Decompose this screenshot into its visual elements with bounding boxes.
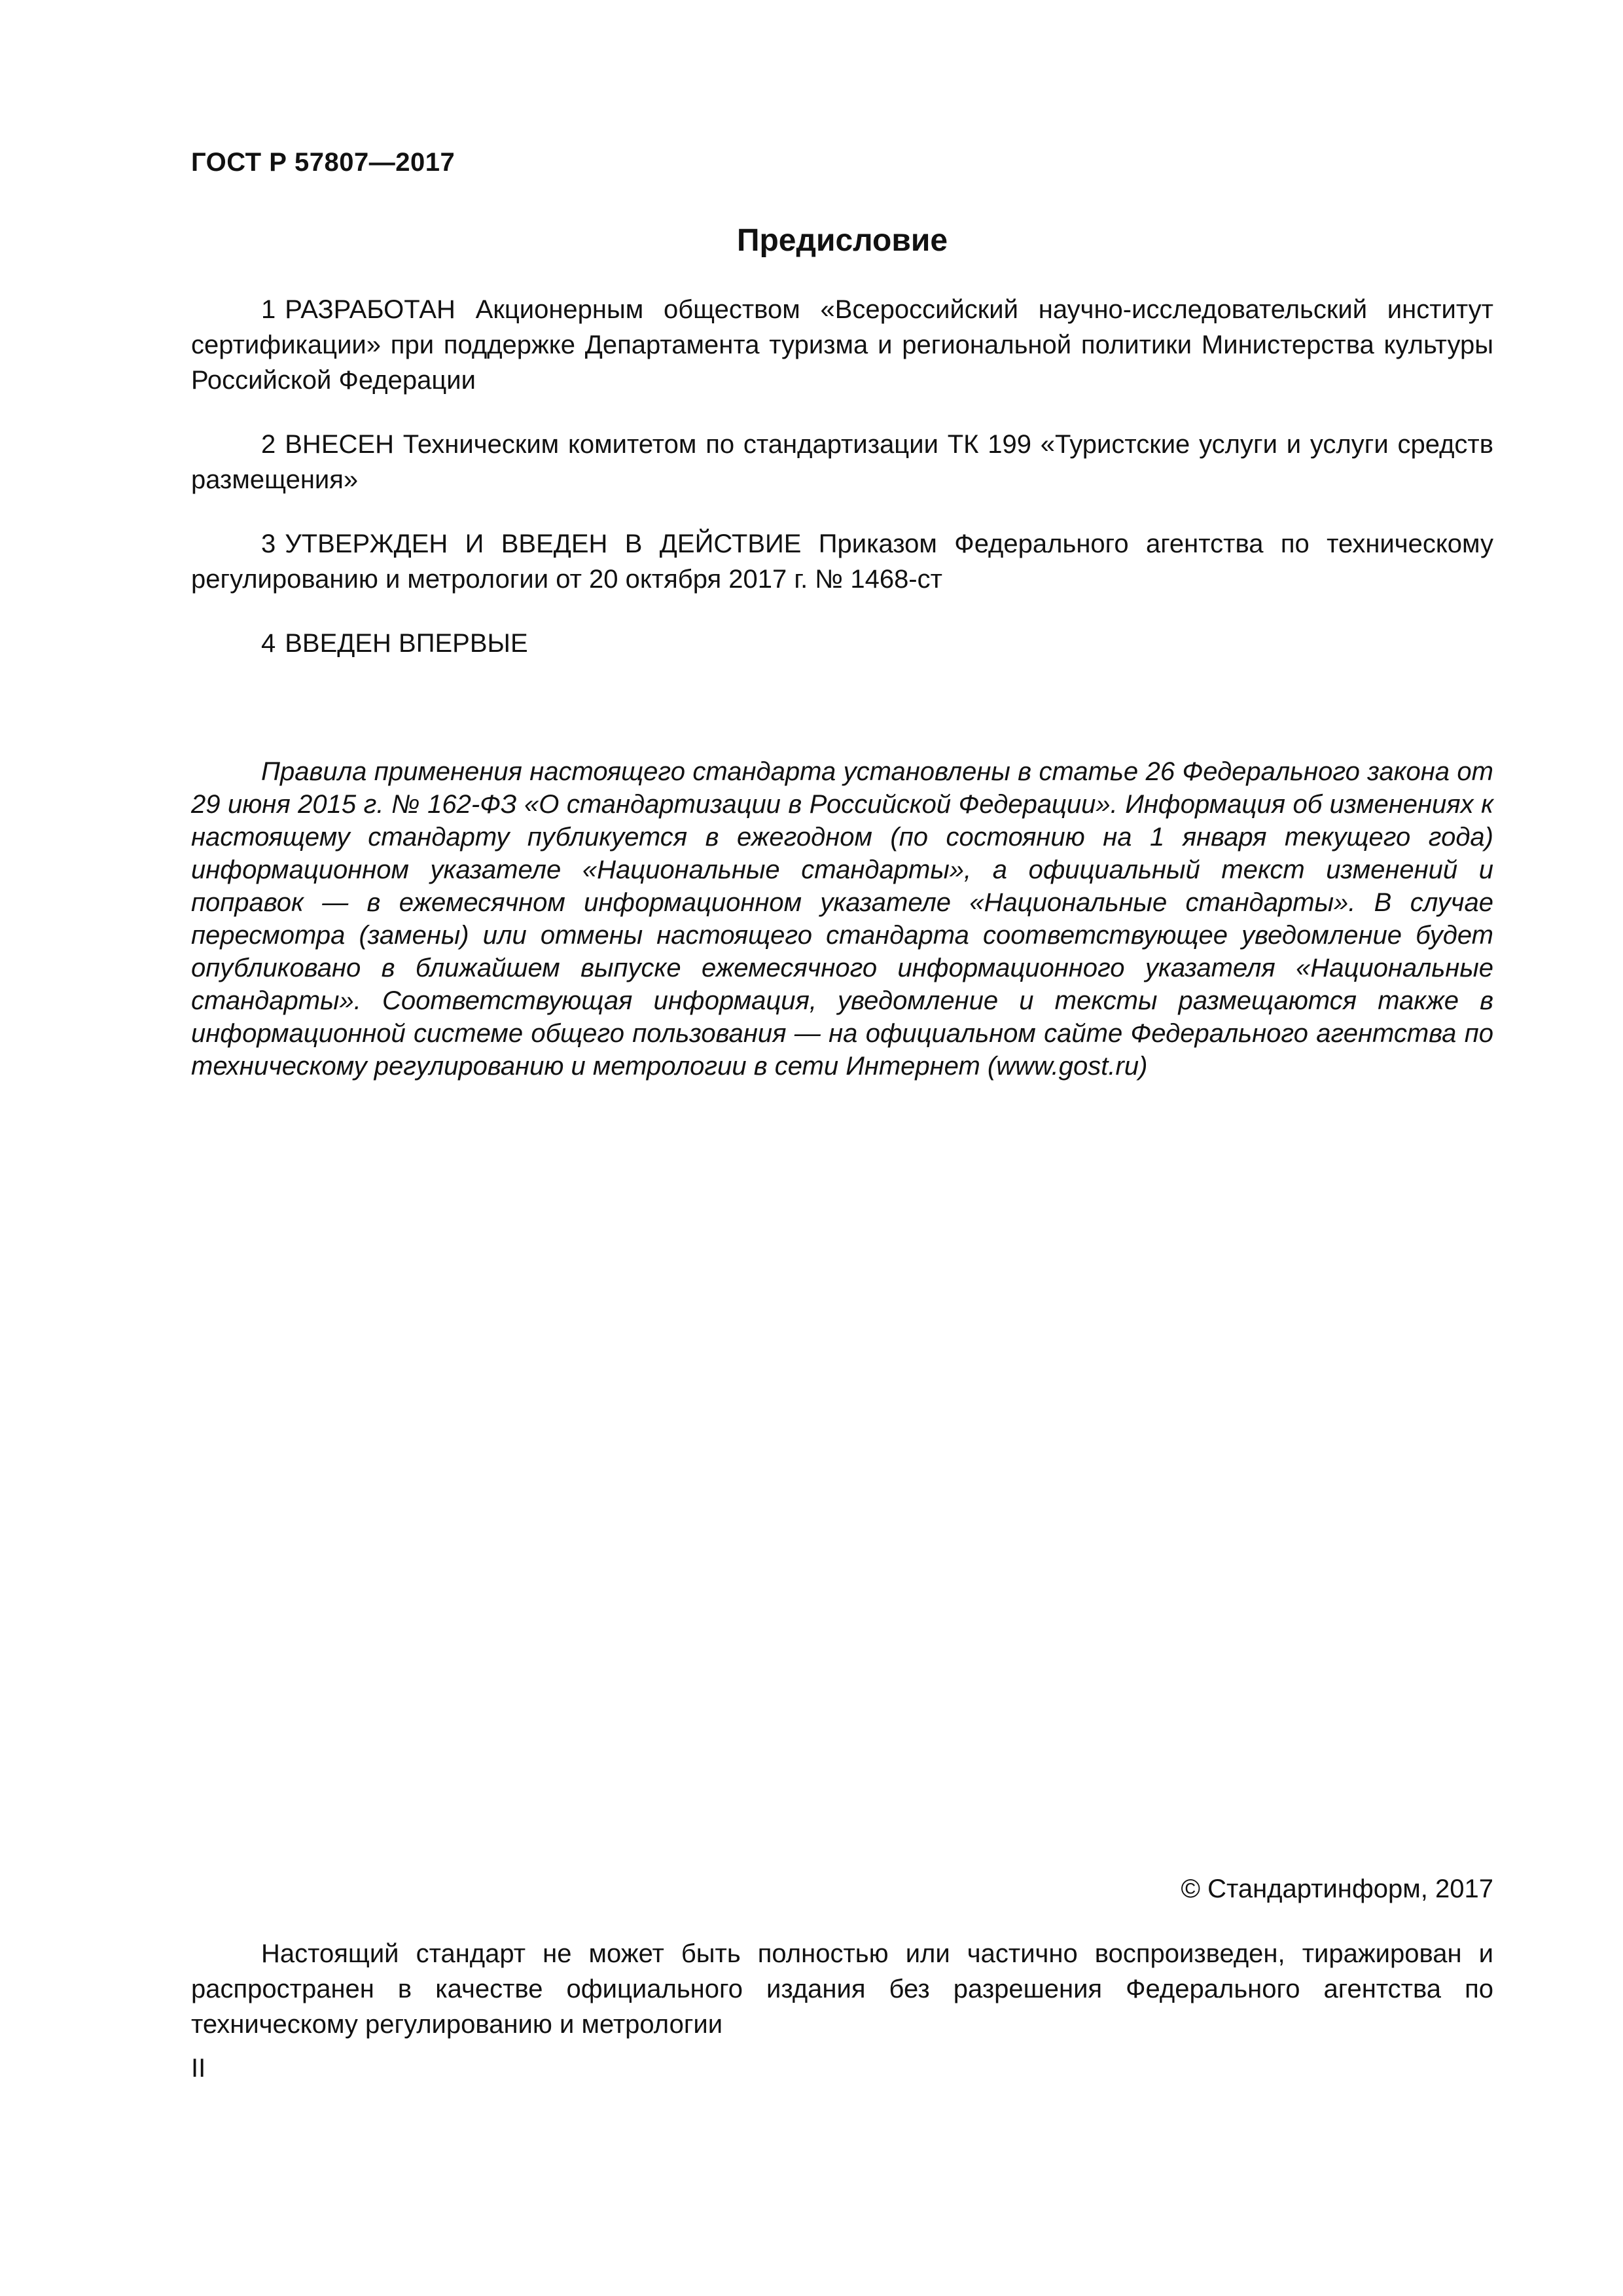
copyright-line: © Стандартинформ, 2017 bbox=[1181, 1874, 1493, 1903]
document-code: ГОСТ Р 57807—2017 bbox=[191, 148, 455, 177]
foreword-item-1 bbox=[191, 292, 1493, 398]
reproduction-notice: Настоящий стандарт не может быть полностью или частично воспроизведен, тиражирован и распространен в качестве официального издания без разрешения Федерального агентства по техническому регулированию и метрологии bbox=[191, 1939, 1493, 2039]
item-number: 1 bbox=[261, 295, 276, 324]
page-number: II bbox=[191, 2054, 206, 2083]
item-number: 4 bbox=[261, 629, 276, 658]
application-rules-notice: Правила применения настоящего стандарта установлены в статье 26 Федерального закона от 29 июня 2015 г. № 162-ФЗ «О стандартизации в Российской Федерации». Информация об изменениях к настоящему стандарту публикуется в ежегодном (по состоянию на 1 января текущего года) информационном указателе «Национальные стандарты», а официальный текст изменений и поправок — в ежемесячном информационном указателе «Национальные стандарты». В случае пересмотра (замены) или отмены настоящего стандарта соответствующее уведомление будет опубликовано в ближайшем выпуске ежемесячного информационного указателя «Национальные стандарты». Соответствующая информация, уведомление и тексты размещаются также в информационной системе общего пользования — на официальном сайте Федерального агентства по техническому регулированию и метрологии в сети Интернет (www.gost.ru) bbox=[191, 757, 1493, 1081]
item-text: РАЗРАБОТАН Акционерным обществом «Всероссийский научно-исследовательский институт сертификации» при поддержке Департамента туризма и региональной политики Министерства культуры Российской Федерации bbox=[191, 295, 1493, 395]
item-text: ВВЕДЕН ВПЕРВЫЕ bbox=[285, 629, 528, 658]
item-number: 2 bbox=[261, 430, 276, 459]
foreword-item-2 bbox=[191, 427, 1493, 497]
item-text: ВНЕСЕН Техническим комитетом по стандартизации ТК 199 «Туристские услуги и услуги средств размещения» bbox=[191, 430, 1493, 494]
page-title: Предисловие bbox=[736, 223, 948, 258]
item-text: УТВЕРЖДЕН И ВВЕДЕН В ДЕЙСТВИЕ Приказом Федерального агентства по техническому регулированию и метрологии от 20 октября 2017 г. № 1468-ст bbox=[191, 529, 1493, 594]
foreword-item-3 bbox=[191, 526, 1493, 597]
foreword-item-4 bbox=[191, 626, 1493, 661]
item-number: 3 bbox=[261, 529, 276, 558]
